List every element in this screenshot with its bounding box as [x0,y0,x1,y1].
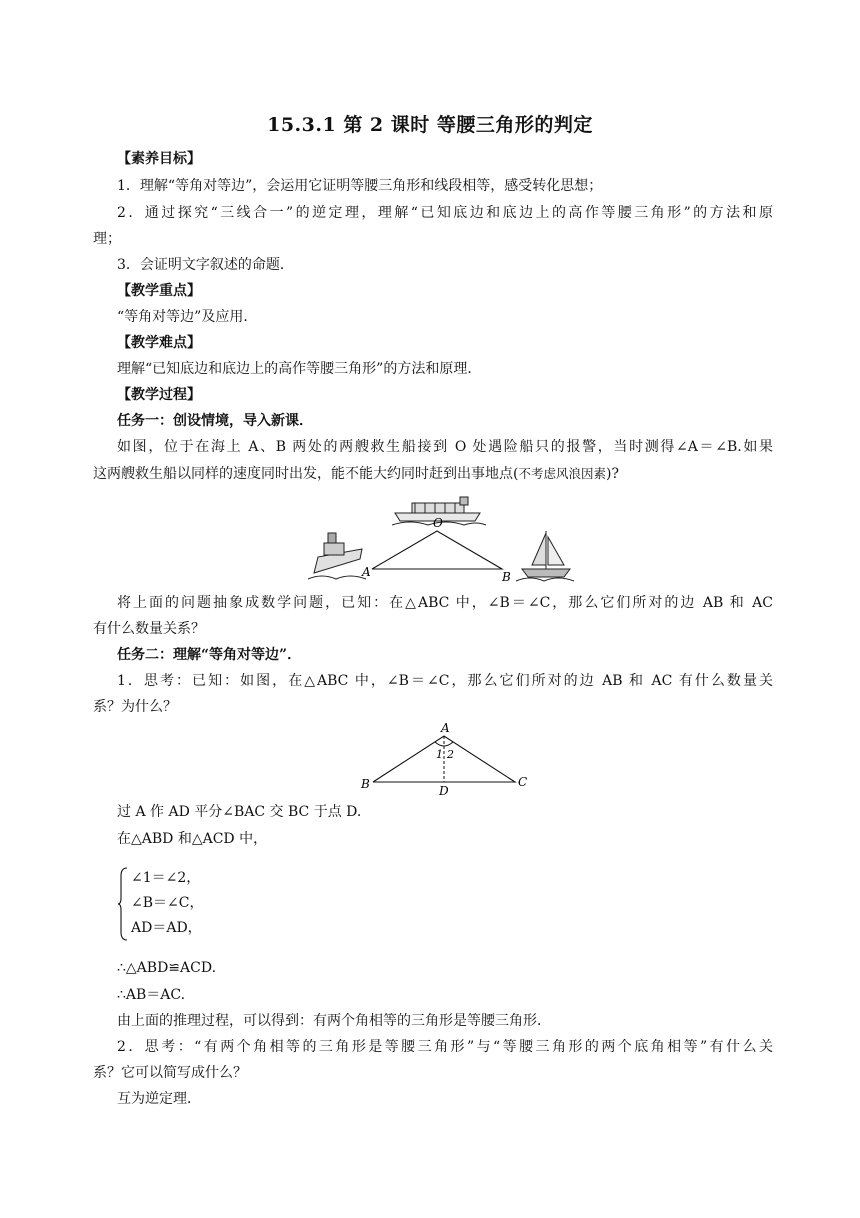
p6: ∴△ABD≌ACD. [117,960,217,976]
proof-brace-group [117,866,317,942]
p7: ∴AB＝AC. [117,987,186,1003]
label-2: 2 [447,748,454,761]
rescue-ship-a-icon [308,533,366,579]
brace-icon [117,866,129,942]
rescue-ship-b-icon [516,531,574,581]
p1-line2 [93,463,773,485]
p3-line1: 1．思考：已知：如图，在△ABC 中，∠B＝∠C，那么它们所对的边 AB 和 AC 有什么数量关 [117,673,773,689]
label-b2: B [361,777,370,791]
p1-line2-note: 不考虑风浪因素 [518,466,606,481]
page-title: 15.3.1 第 2 课时 等腰三角形的判定 [267,114,593,136]
goal-2b: 理； [93,231,121,247]
label-a2: A [441,721,450,735]
p2-line1: 将上面的问题抽象成数学问题，已知：在△ABC 中，∠B＝∠C，那么它们所对的边 AB 和 AC [117,595,773,611]
process-heading: 【教学过程】 [117,387,201,403]
label-a: A [362,565,371,579]
p5: 在△ABD 和△ACD 中， [117,831,268,847]
p1-line1: 如图，位于在海上 A、B 两处的两艘救生船接到 O 处遇险船只的报警，当时测得∠A＝∠B.如果 [117,439,773,455]
key-text: “等角对等边”及应用． [117,309,258,325]
figure-ships [300,493,580,593]
brace-line-3: AD＝AD， [131,920,202,936]
difficulty-text: 理解“已知底边和底边上的高作等腰三角形”的方法和原理． [117,361,482,377]
label-1: 1 [436,748,443,761]
task2-heading: 任务二：理解“等角对等边”． [117,647,302,663]
triangle-aob [372,531,502,569]
label-o: O [433,516,443,530]
label-c2: C [518,775,528,789]
label-d2: D [439,784,449,798]
brace-line-1: ∠1＝∠2， [131,870,201,886]
p1-line2-end: )? [605,466,619,482]
p3-line2: 系？为什么？ [93,699,177,715]
p8: 由上面的推理过程，可以得到：有两个角相等的三角形是等腰三角形． [117,1013,551,1029]
p9-line1: 2．思考：“有两个角相等的三角形是等腰三角形”与“等腰三角形的两个底角相等”有什么关 [117,1039,773,1055]
goal-1: 1．理解“等角对等边”，会运用它证明等腰三角形和线段相等，感受转化思想； [117,178,603,194]
goal-2a: 2．通过探究“三线合一”的逆定理，理解“已知底边和底边上的高作等腰三角形”的方法和原 [117,205,773,221]
goals-heading: 【素养目标】 [117,151,201,167]
goal-3: 3．会证明文字叙述的命题． [117,257,294,273]
figure-triangle-abc [355,720,535,800]
p1-line2-text: 这两艘救生船以同样的速度同时出发，能不能大约同时赶到出事地点( [93,466,519,482]
p4: 过 A 作 AD 平分∠BAC 交 BC 于点 D. [117,804,362,820]
key-heading: 【教学重点】 [117,283,201,299]
difficulty-heading: 【教学难点】 [117,335,201,351]
p9-line2: 系？它可以简写成什么？ [93,1065,247,1081]
p10: 互为逆定理． [117,1091,201,1107]
label-b: B [502,570,511,584]
p2-line2: 有什么数量关系？ [93,621,205,637]
task1-heading: 任务一：创设情境，导入新课． [117,413,313,429]
brace-line-2: ∠B＝∠C， [131,895,204,911]
